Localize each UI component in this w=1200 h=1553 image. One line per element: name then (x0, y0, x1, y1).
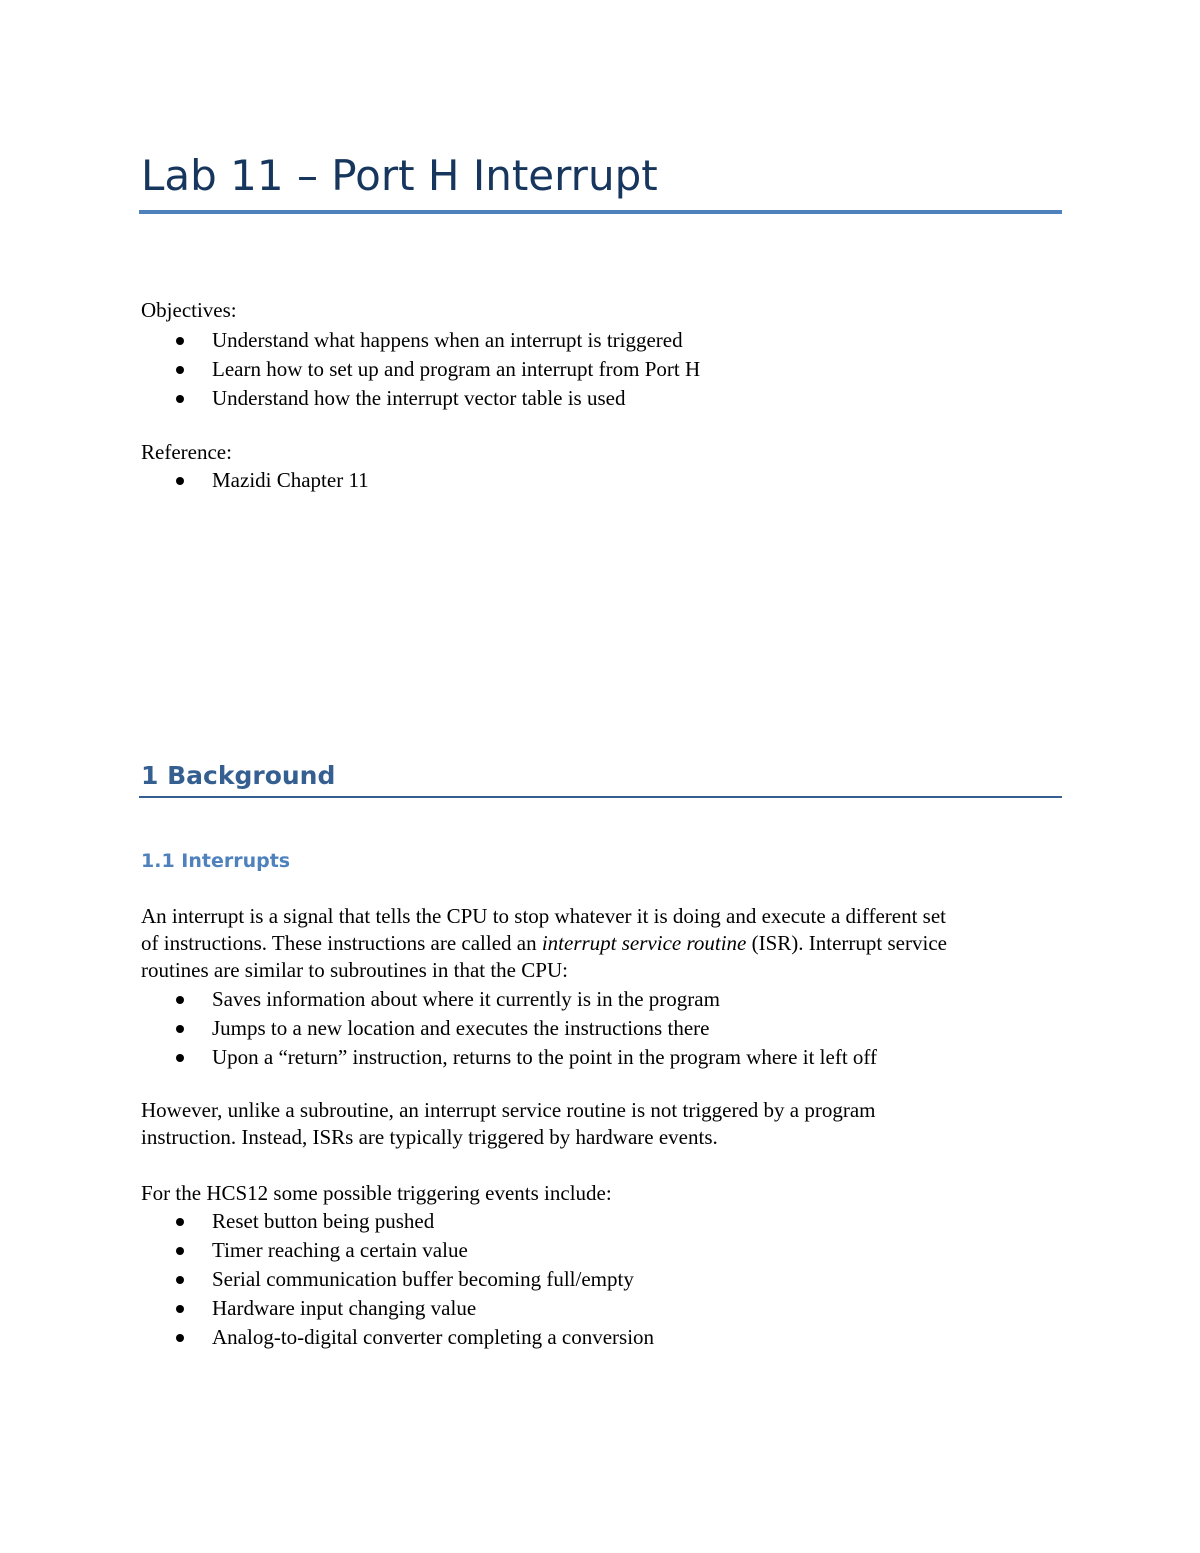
list-item: Saves information about where it currently is in the program (141, 985, 877, 1014)
bullet-icon (176, 1247, 184, 1255)
trigger-events-list (141, 1207, 654, 1352)
list-item: Timer reaching a certain value (141, 1236, 654, 1265)
list-item: Reset button being pushed (141, 1207, 654, 1236)
cpu-actions-list (141, 985, 877, 1072)
emphasis-term: interrupt service routine (541, 931, 747, 955)
subsection-heading-interrupts: 1.1 Interrupts (141, 850, 291, 872)
paragraph-interrupt-definition (141, 903, 1056, 984)
bullet-icon (176, 366, 184, 374)
list-item: Jumps to a new location and executes the instructions there (141, 1014, 877, 1043)
bullet-icon (176, 1054, 184, 1062)
list-item: Learn how to set up and program an interrupt from Port H (141, 355, 700, 384)
paragraph-unlike-subroutine (141, 1097, 1056, 1151)
bullet-icon (176, 1276, 184, 1284)
reference-label: Reference: (141, 440, 232, 464)
list-item: Understand how the interrupt vector table is used (141, 384, 700, 413)
paragraph-line: routines are similar to subroutines in that the CPU: (141, 958, 568, 982)
bullet-icon (176, 1218, 184, 1226)
list-item: Analog-to-digital converter completing a conversion (141, 1323, 654, 1352)
list-item: Mazidi Chapter 11 (141, 466, 369, 495)
list-item: Hardware input changing value (141, 1294, 654, 1323)
title-underline (139, 210, 1062, 214)
objectives-label: Objectives: (141, 298, 237, 322)
bullet-icon (176, 395, 184, 403)
paragraph-line: instruction. Instead, ISRs are typically triggered by hardware events. (141, 1125, 718, 1149)
bullet-icon (176, 1025, 184, 1033)
page-title: Lab 11 – Port H Interrupt (141, 151, 658, 200)
paragraph-line: An interrupt is a signal that tells the CPU to stop whatever it is doing and execute a different set (141, 904, 947, 928)
list-item: Upon a “return” instruction, returns to the point in the program where it left off (141, 1043, 877, 1072)
bullet-icon (176, 1305, 184, 1313)
paragraph-line: However, unlike a subroutine, an interrupt service routine is not triggered by a program (141, 1098, 876, 1122)
paragraph-triggering-events: For the HCS12 some possible triggering events include: (141, 1181, 612, 1205)
list-item: Serial communication buffer becoming full/empty (141, 1265, 654, 1294)
bullet-icon (176, 996, 184, 1004)
objectives-list (141, 326, 700, 413)
reference-list (141, 466, 369, 495)
bullet-icon (176, 1334, 184, 1342)
list-item: Understand what happens when an interrupt is triggered (141, 326, 700, 355)
bullet-icon (176, 477, 184, 485)
section-underline (139, 796, 1062, 798)
section-heading-background: 1 Background (141, 761, 336, 790)
paragraph-line: of instructions. These instructions are called an interrupt service routine (ISR). Interrupt service (141, 931, 947, 955)
bullet-icon (176, 337, 184, 345)
